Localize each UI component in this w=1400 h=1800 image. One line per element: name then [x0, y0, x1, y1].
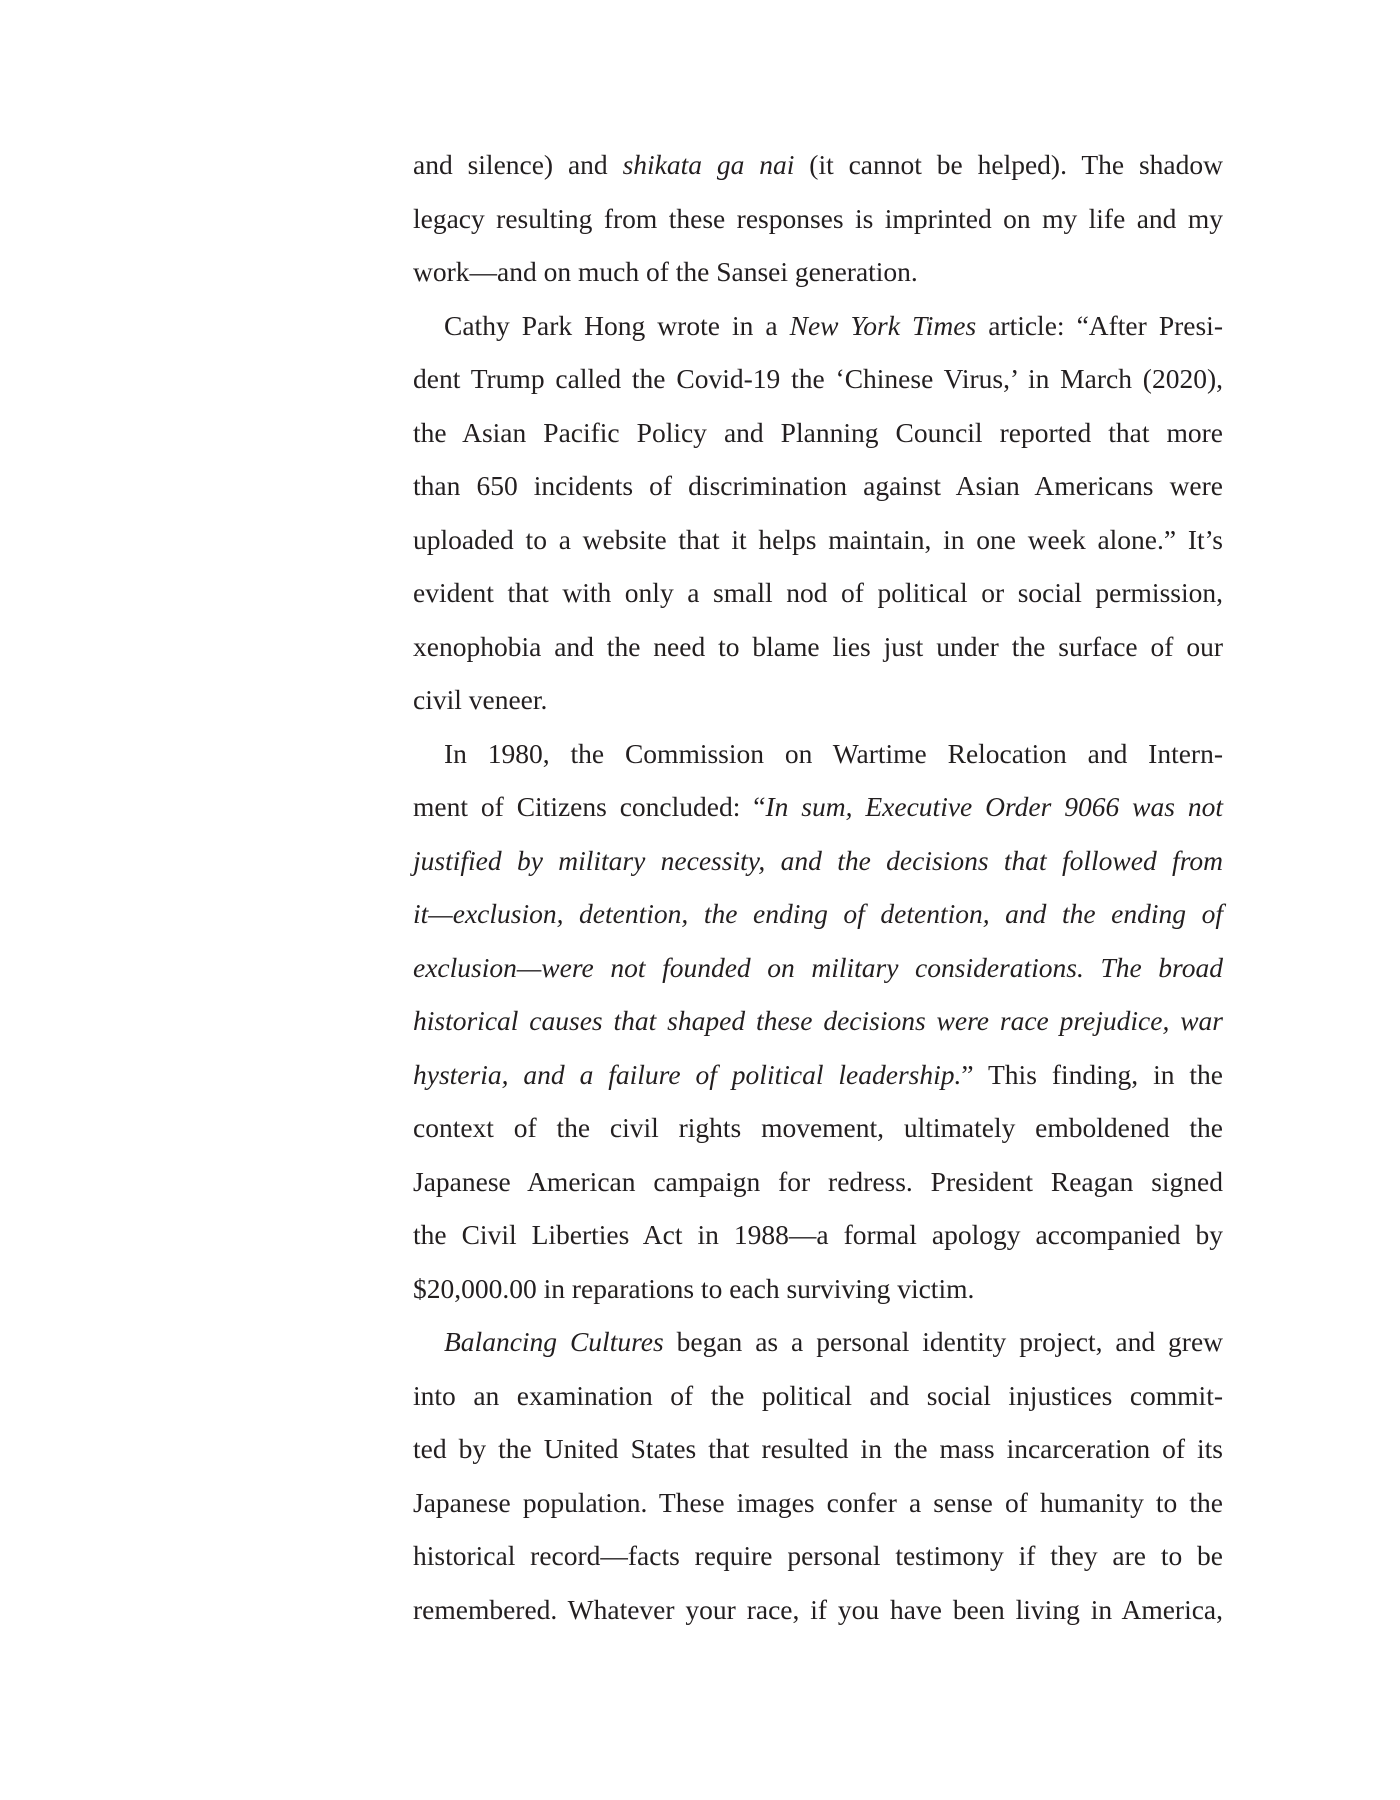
text-line	[413, 1101, 1223, 1155]
text-line	[413, 1583, 1223, 1637]
text-line	[413, 138, 1223, 192]
text-run: the Asian Pacific Policy and Planning Council reported that more	[413, 416, 1223, 448]
text-run: work—and on much of the Sansei generation.	[413, 256, 918, 287]
text-line	[413, 1208, 1223, 1262]
text-run: Japanese American campaign for redress. President Reagan signed	[413, 1165, 1223, 1197]
text-run: article: “After Presi-	[976, 309, 1223, 341]
text-line	[413, 566, 1223, 620]
text-run: xenophobia and the need to blame lies just under the surface of our	[413, 630, 1223, 662]
text-line	[413, 994, 1223, 1048]
text-line	[413, 459, 1223, 513]
italic-run: justified by military necessity, and the decisions that followed from	[413, 844, 1223, 876]
italic-run: Balancing Cultures	[444, 1326, 664, 1357]
text-line	[413, 1422, 1223, 1476]
text-run: In 1980, the Commission on Wartime Relocation and Intern-	[444, 737, 1223, 769]
text-run: Japanese population. These images confer a sense of humanity to the	[413, 1486, 1223, 1518]
text-run: dent Trump called the Covid-19 the ‘Chinese Virus,’ in March (2020),	[413, 363, 1223, 394]
text-line	[413, 941, 1223, 995]
text-line	[413, 1476, 1223, 1530]
text-run: into an examination of the political and social injustices commit-	[413, 1379, 1223, 1411]
italic-run: In sum, Executive Order 9066 was not	[765, 791, 1223, 822]
text-line	[413, 780, 1223, 834]
paragraph	[413, 1315, 1223, 1636]
text-line	[413, 299, 1223, 353]
text-run: remembered. Whatever your race, if you have been living in America,	[413, 1593, 1223, 1625]
text-run: uploaded to a website that it helps maintain, in one week alone.” It’s	[413, 523, 1223, 555]
text-run: ted by the United States that resulted in the mass incarceration of its	[413, 1433, 1223, 1464]
text-run: ” This finding, in the	[961, 1058, 1223, 1090]
italic-run: New York Times	[789, 309, 977, 341]
text-run: civil veneer.	[413, 684, 548, 715]
italic-run: historical causes that shaped these decisions were race prejudice, war	[413, 1005, 1223, 1036]
text-line	[413, 245, 1223, 299]
text-line	[413, 1369, 1223, 1423]
text-line	[413, 887, 1223, 941]
text-run: (it cannot be helped). The shadow	[794, 149, 1223, 180]
text-line	[413, 727, 1223, 781]
text-run: context of the civil rights movement, ultimately emboldened the	[413, 1112, 1223, 1143]
text-line	[413, 834, 1223, 888]
text-run: ment of Citizens concluded: “	[413, 791, 766, 822]
italic-run: it—exclusion, detention, the ending of detention, and the ending of	[413, 898, 1223, 929]
text-line	[413, 673, 1223, 727]
text-run: began as a personal identity project, and grew	[663, 1326, 1224, 1357]
text-line	[413, 1315, 1223, 1369]
text-run: than 650 incidents of discrimination against Asian Americans were	[413, 470, 1223, 501]
text-line	[413, 352, 1223, 406]
text-run: legacy resulting from these responses is imprinted on my life and my	[413, 202, 1223, 234]
italic-run: hysteria, and a failure of political leadership.	[413, 1058, 962, 1090]
text-line	[413, 1262, 1223, 1316]
text-run: historical record—facts require personal testimony if they are to be	[413, 1540, 1223, 1571]
paragraph	[413, 299, 1223, 727]
text-line	[413, 1048, 1223, 1102]
italic-run: exclusion—were not founded on military considerations. The broad	[413, 951, 1223, 983]
text-run: evident that with only a small nod of political or social permission,	[413, 577, 1223, 608]
italic-run: shikata ga nai	[622, 149, 795, 180]
text-line	[413, 406, 1223, 460]
text-line	[413, 192, 1223, 246]
text-run: the Civil Liberties Act in 1988—a formal apology accompanied by	[413, 1219, 1223, 1250]
text-line	[413, 620, 1223, 674]
text-run: and silence) and	[413, 149, 623, 180]
text-line	[413, 513, 1223, 567]
body-text-column	[413, 138, 1223, 1636]
text-run: $20,000.00 in reparations to each surviving victim.	[413, 1272, 975, 1304]
paragraph	[413, 727, 1223, 1316]
paragraph	[413, 138, 1223, 299]
text-line	[413, 1155, 1223, 1209]
text-line	[413, 1529, 1223, 1583]
text-run: Cathy Park Hong wrote in a	[444, 309, 790, 341]
